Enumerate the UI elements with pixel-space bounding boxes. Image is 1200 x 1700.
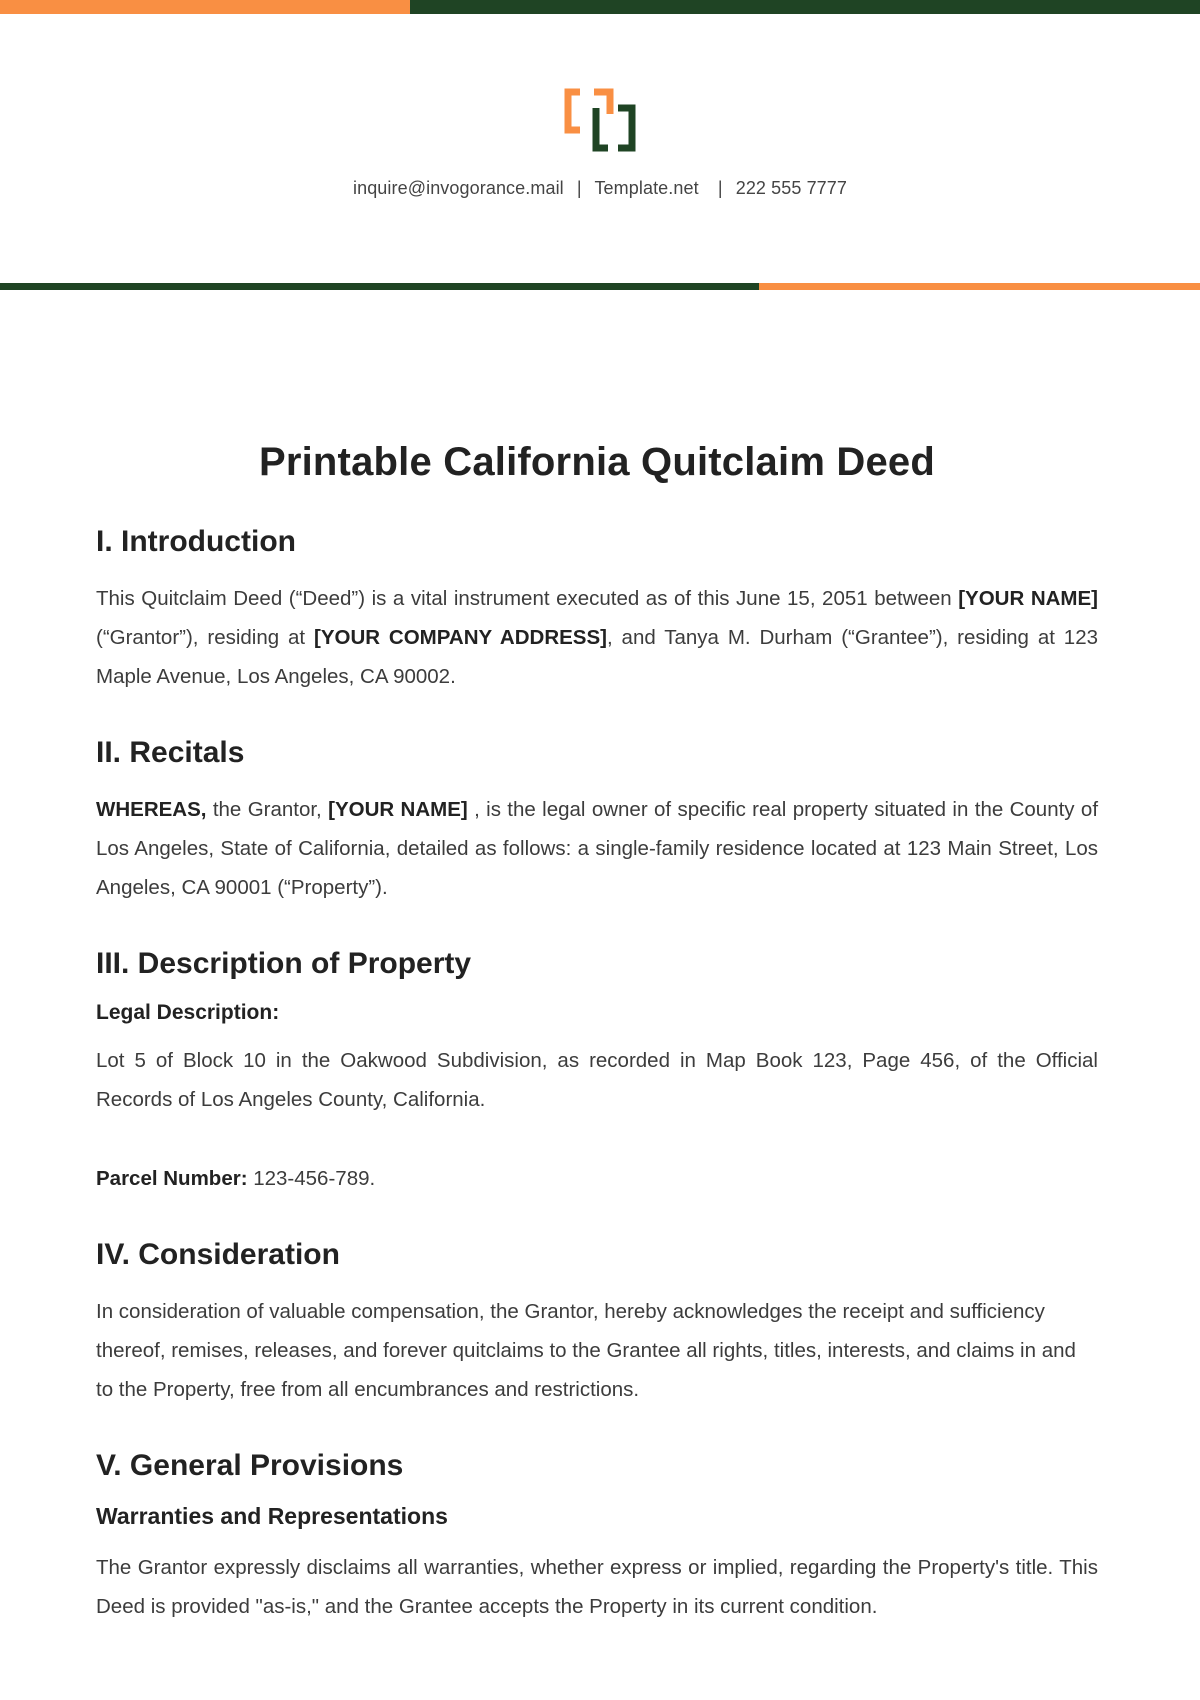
parcel-number-label: Parcel Number: xyxy=(96,1167,248,1190)
contact-phone: 222 555 7777 xyxy=(735,178,848,198)
parcel-number-line xyxy=(96,1159,1098,1198)
contact-separator: | xyxy=(717,178,723,198)
bracket-logo-icon xyxy=(564,86,636,154)
recitals-paragraph xyxy=(96,790,1098,907)
warranties-heading: Warranties and Representations xyxy=(96,1503,448,1529)
top-accent-bar xyxy=(0,0,1200,14)
introduction-paragraph xyxy=(96,579,1098,696)
intro-text: (“Grantor”), residing at xyxy=(96,626,314,649)
contact-email: inquire@invogorance.mail xyxy=(352,178,564,198)
document-body xyxy=(96,440,1098,1666)
intro-text: This Quitclaim Deed (“Deed”) is a vital instrument executed as of this June 15, 2051 between xyxy=(96,587,959,610)
section-heading-property: III. Description of Property xyxy=(96,947,472,980)
grantor-name-placeholder: [YOUR NAME] xyxy=(958,587,1099,610)
document-title: Printable California Quitclaim Deed xyxy=(258,440,936,484)
contact-separator: | xyxy=(576,178,582,198)
consideration-paragraph: In consideration of valuable compensation, the Grantor, hereby acknowledges the receipt and sufficiency thereof, remises, releases, and forever quitclaims to the Grantee all rights, titles, interests, and claims in and to the Property, free from all encumbrances and restrictions. xyxy=(96,1300,1076,1401)
section-heading-general-provisions: V. General Provisions xyxy=(96,1449,404,1482)
recitals-text: , is the legal owner of specific real property situated in the County of Los Angeles, State of California, detailed as follows: a single-family residence located at 123 Main Street, Los Angeles, CA 90001 (“Property”). xyxy=(96,798,1099,899)
section-heading-consideration: IV. Consideration xyxy=(96,1238,340,1271)
section-heading-introduction: I. Introduction xyxy=(96,525,296,558)
section-heading-recitals: II. Recitals xyxy=(96,736,245,769)
recitals-text: the Grantor, xyxy=(206,798,329,821)
intro-text: , and Tanya M. Durham (“Grantee”), residing at 123 Maple Avenue, Los Angeles, CA 90002. xyxy=(96,626,1098,688)
contact-website: Template.net xyxy=(594,178,699,198)
divider-orange xyxy=(759,283,1200,290)
top-accent-orange xyxy=(0,0,410,14)
company-address-placeholder: [YOUR COMPANY ADDRESS] xyxy=(314,626,607,649)
parcel-number-value: 123-456-789. xyxy=(247,1167,376,1190)
header-divider-bar xyxy=(0,283,1200,290)
divider-green xyxy=(0,283,759,290)
warranties-paragraph: The Grantor expressly disclaims all warranties, whether express or implied, regarding the Property's title. This Deed is provided "as-is," and the Grantee accepts the Property in its current condition. xyxy=(96,1556,1098,1618)
whereas-label: WHEREAS, xyxy=(96,798,207,821)
top-accent-green xyxy=(410,0,1200,14)
grantor-name-placeholder: [YOUR NAME] xyxy=(328,798,468,821)
legal-description-label: Legal Description: xyxy=(96,1001,280,1024)
legal-description-text: Lot 5 of Block 10 in the Oakwood Subdivision, as recorded in Map Book 123, Page 456, of the Official Records of Los Angeles County, California. xyxy=(96,1049,1098,1111)
contact-line xyxy=(0,178,1200,199)
